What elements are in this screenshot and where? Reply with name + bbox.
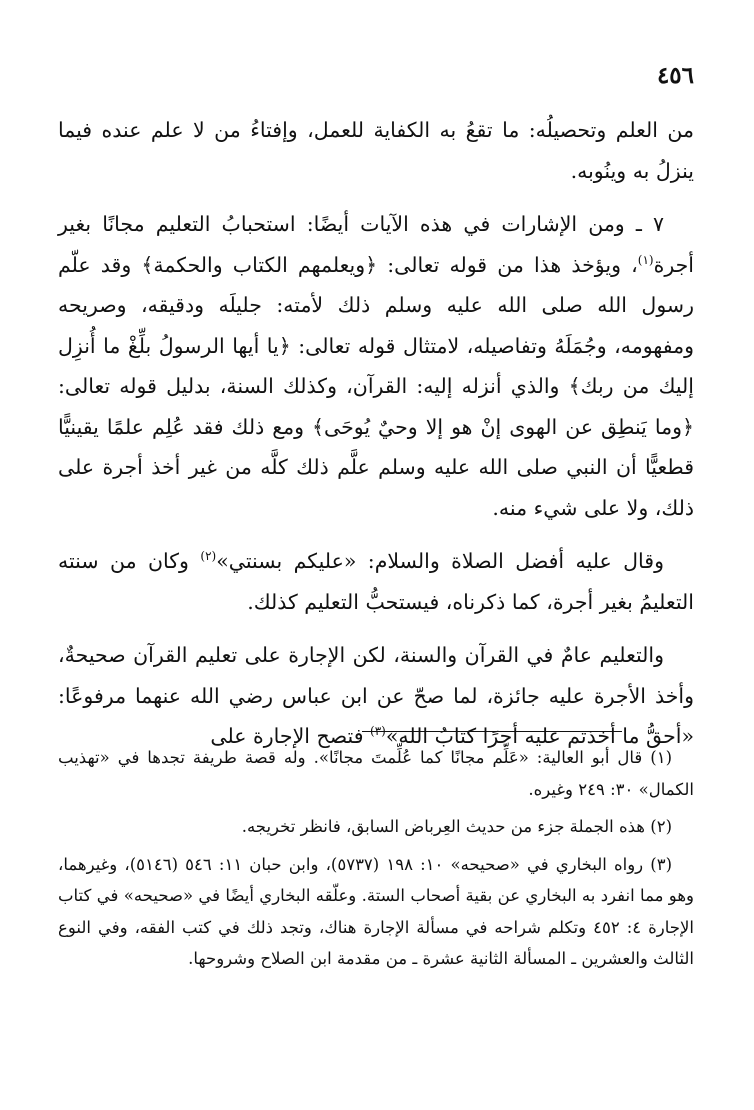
paragraph-4 — [58, 635, 694, 757]
footnote-divider — [362, 731, 622, 732]
paragraph-2-part-1: ٧ ـ ومن الإشارات في هذه الآيات أيضًا: استحبابُ التعليم مجانًا بغير أجرة — [58, 212, 694, 277]
paragraph-2-part-2: ، ويؤخذ هذا من قوله تعالى: ﴿ويعلمهم الكتاب والحكمة﴾ وقد علّم رسول الله صلى الله عليه وسلم ذلك لأمته: جليلَه ودقيقه، وصريحه ومفهومه، وجُمَلَهُ وتفاصيله، لامتثال قوله تعالى: ﴿يا أيها الرسولُ بلِّغْ ما أُنزِل إليك من ربك﴾ والذي أنزله إليه: القرآن، وكذلك السنة، بدليل قوله تعالى: ﴿وما يَنطِق عن الهوى إنْ هو إلا وحيٌ يُوحَى﴾ ومع ذلك فقد عُلِم علمًا يقينيًّا قطعيًّا أن النبي صلى الله عليه وسلم علَّم ذلك كلَّه من غير أخذ أجرة على ذلك، ولا على شيء منه. — [58, 252, 694, 520]
footnote-ref-3: (٣) — [370, 724, 386, 739]
footnote-2: (٢) هذه الجملة جزء من حديث العِرباض السابق، فانظر تخريجه. — [241, 817, 672, 836]
paragraph-4-part-1: والتعليم عامٌ في القرآن والسنة، لكن الإجارة على تعليم القرآن صحيحةٌ، وأخذ الأجرة عليه جائزة، لما صحّ عن ابن عباس رضي الله عنهما مرفوعًا: «أحقُّ ما أخذتم عليه أجرًا كتابُ الله» — [58, 643, 694, 748]
paragraph-3 — [58, 541, 694, 622]
paragraph-1: من العلم وتحصيلُه: ما تقعُ به الكفاية للعمل، وإفتاءُ من لا علم عنده فيما ينزلُ به وينُوبه. — [58, 118, 694, 183]
main-text — [58, 110, 694, 770]
paragraph-3-part-1: وقال عليه أفضل الصلاة والسلام: «عليكم بسنتي» — [216, 549, 664, 573]
footnote-ref-1: (١) — [637, 252, 654, 267]
paragraph-2 — [58, 204, 694, 528]
footnote-ref-2: (٢) — [200, 549, 217, 564]
footnotes — [58, 742, 694, 981]
paragraph-4-part-2: فتصح الإجارة على — [210, 724, 371, 748]
paragraph-3-part-2: وكان من سنته التعليمُ بغير أجرة، كما ذكرناه، فيستحبُّ التعليم كذلك. — [58, 549, 694, 614]
page-number: ٤٥٦ — [656, 62, 694, 89]
footnote-1: (١) قال أبو العالية: «عَلِّم مجانًا كما عُلِّمتَ مجانًا». وله قصة طريفة تجدها في «تهذيب الكمال» ٣٠: ٢٤٩ وغيره. — [58, 748, 694, 799]
footnote-3: (٣) رواه البخاري في «صحيحه» ١٠: ١٩٨ (٥٧٣٧)، وابن حبان ١١: ٥٤٦ (٥١٤٦)، وغيرهما، وهو مما انفرد به البخاري عن بقية أصحاب الستة. وعلّقه البخاري أيضًا في «صحيحه» في كتاب الإجارة ٤: ٤٥٢ وتكلم شراحه في مسألة الإجارة هناك، وتجد ذلك في كتب الفقه، وفي النوع الثالث والعشرين ـ المسألة الثانية عشرة ـ من مقدمة ابن الصلاح وشروحها. — [58, 854, 694, 968]
